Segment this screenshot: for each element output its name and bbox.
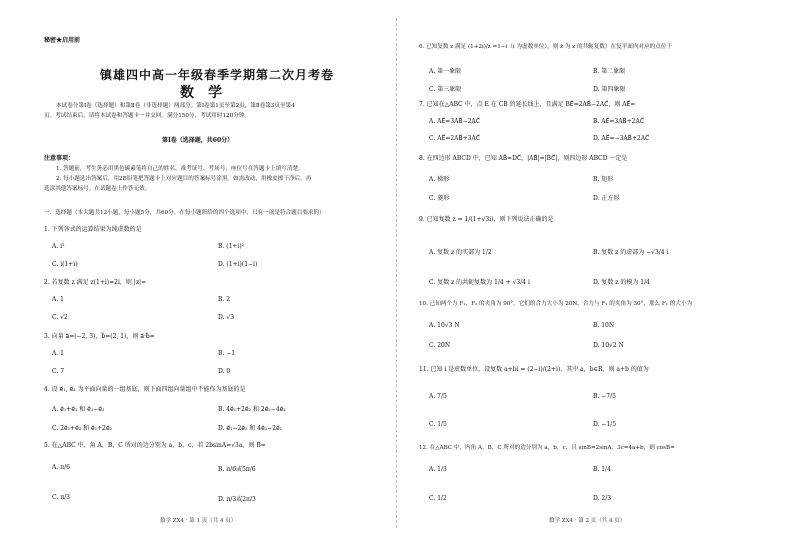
question-8-option-b: B. 矩形 <box>593 176 614 183</box>
question-11-option-a: A. 7/5 <box>429 393 447 400</box>
notes-heading: 注意事项： <box>44 155 75 162</box>
question-1-stem: 1. 下列各式的运算结果为纯虚数的是 <box>44 226 142 233</box>
question-4-stem: 4. 设 e⃗₁, e⃗₂ 为平面向量的一组基底，则下面四组向量组中不能作为基底的是 <box>44 386 246 393</box>
question-11-option-b: B. −7/5 <box>593 393 616 400</box>
question-2-option-a: A. 1 <box>52 296 64 303</box>
question-9-option-d: D. 复数 z 的模为 1/4 <box>593 279 650 286</box>
question-5-option-b: B. π/6或5π/6 <box>218 466 256 473</box>
question-2-option-b: B. 2 <box>218 296 231 303</box>
question-3-option-c: C. 7 <box>52 368 65 375</box>
question-7-stem: 7. 已知在△ABC 中，点 E 在 CB 的延长线上，且满足 BE⃗=2AB⃗−2AC⃗，则 AE⃗= <box>419 101 636 108</box>
question-8-option-d: D. 正方形 <box>593 195 620 202</box>
question-6-stem: 6. 已知复数 z 满足 (1+2i)/z =1−i（i 为虚数单位），则 z̄ 为 z 的共轭复数）在复平面内对应的点位于 <box>419 44 673 50</box>
question-12-stem: 12. 在△ABC 中，内角 A，B，C 所对的边分别为 a，b，c，且 sinB=2sinA，3c=4a+b，则 cosB= <box>419 445 675 451</box>
question-8-option-a: A. 梯形 <box>429 176 450 183</box>
question-11-option-d: D. −1/5 <box>593 421 617 428</box>
question-9-stem: 9. 已知复数 z = 1/(1+√3i)，则下列说法正确的是 <box>419 216 554 223</box>
question-7-option-b: B. AE⃗=3AB⃗+2AC⃗ <box>593 118 645 125</box>
question-10-option-d: D. 10√2 N <box>593 342 624 349</box>
footer-left: 数学 ZX4 · 第 1 页（共 4 页） <box>160 518 237 524</box>
question-8-option-c: C. 菱形 <box>429 195 450 202</box>
question-5-option-d: D. π/3或2π/3 <box>218 496 256 503</box>
question-3-stem: 3. 向量 a⃗=(−2, 3)，b⃗=(2, 1)，则 a⃗·b⃗= <box>44 333 155 340</box>
question-6-option-a: A. 第一象限 <box>429 68 462 75</box>
question-10-option-c: C. 20N <box>429 342 451 349</box>
question-9-option-c: C. 复数 z 的共轭复数为 1/4 + √3/4 i <box>429 279 530 286</box>
question-5-option-c: C. π/3 <box>52 494 70 501</box>
question-6-option-c: C. 第三象限 <box>429 86 462 93</box>
question-7-option-c: C. AE⃗=2AB⃗+3AC⃗ <box>429 135 480 142</box>
question-9-option-a: A. 复数 z 的实部为 1/2 <box>429 249 492 256</box>
note-2: 2. 每小题选出答案后，用2B铅笔把答题卡上对应题目的答案标号涂黑。如需改动，用橡皮擦干净后，再 <box>56 176 312 182</box>
note-3: 选涂其他答案标号。在试题卷上作答无效。 <box>44 186 151 192</box>
section-1-title: 第Ⅰ卷（选择题，共60分） <box>162 137 234 144</box>
question-6-option-b: B. 第二象限 <box>593 68 626 75</box>
footer-right: 数学 ZX4 · 第 2 页（共 4 页） <box>549 518 626 524</box>
question-12-option-d: D. 2/3 <box>593 495 612 502</box>
intro-line-2: 页。考试结束后，请将本试卷和答题卡一并交回。满分150分，考试用时120分钟。 <box>44 113 250 119</box>
question-8-stem: 8. 在四边形 ABCD 中，已知 AB⃗=DC⃗，|AB⃗|=|BC⃗|，则四边形 ABCD 一定是 <box>419 155 628 162</box>
question-3-option-d: D. 0 <box>218 368 231 375</box>
question-1-option-d: D. (1+i)(1−i) <box>218 261 258 268</box>
question-11-stem: 11. 已知 i 是虚数单位，设复数 a+bi = (2−i)/(2+i)，其中 a，b∈R，则 a+b 的值为 <box>419 366 649 373</box>
question-1-option-a: A. i² <box>52 243 65 250</box>
confidential-label: 秘密★启用前 <box>44 37 81 44</box>
question-12-option-c: C. 1/2 <box>429 495 447 502</box>
mc-heading: 一、选择题（本大题共12小题，每小题5分，共60分。在每小题所给的四个选项中，只有一项是符合题目要求的） <box>44 210 325 216</box>
question-10-option-b: B. 10N <box>593 322 615 329</box>
question-2-option-d: D. √3 <box>218 314 235 321</box>
question-10-stem: 10. 已知两个力 F₁，F₂ 的夹角为 90°，它们的合力大小为 20N，合力与 F₁ 的夹角为 30°，那么 F₁ 的大小为 <box>419 301 693 307</box>
note-1: 1. 答题前，考生务必用黑色碳素笔将自己的姓名、准考证号、考场号、座位号在答题卡上填写清楚。 <box>56 166 304 172</box>
question-11-option-c: C. 1/5 <box>429 421 447 428</box>
exam-title: 镇雄四中高一年级春季学期第二次月考卷 <box>100 68 335 82</box>
question-4-option-c: C. 2e⃗₁+e⃗₂ 和 e⃗₁+2e⃗₂ <box>52 425 113 432</box>
question-4-option-a: A. e⃗₁+e⃗₂ 和 e⃗₁−e⃗₂ <box>52 406 105 413</box>
question-4-option-b: B. 4e⃗₁+2e⃗₂ 和 2e⃗₂−4e⃗₁ <box>218 406 286 413</box>
question-10-option-a: A. 10√3 N <box>429 322 460 329</box>
question-3-option-b: B. −1 <box>218 350 236 357</box>
question-12-option-a: A. 1/3 <box>429 466 447 473</box>
subject-title: 数学 <box>180 85 236 101</box>
question-4-option-d: D. e⃗₁−2e⃗₂ 和 4e⃗₂−2e⃗₁ <box>218 425 283 432</box>
question-9-option-b: B. 复数 z 的虚部为 −√3/4 i <box>593 249 669 256</box>
question-1-option-b: B. (1+i)² <box>218 243 245 250</box>
question-5-stem: 5. 在△ABC 中，角 A，B，C 所对的边分别为 a，b，c，若 2bsinA=√3a，则 B= <box>44 442 266 449</box>
intro-line-1: 本试卷分第Ⅰ卷（选择题）和第Ⅱ卷（非选择题）两部分。第Ⅰ卷第1页至第2页，第Ⅱ卷第3页至第4 <box>56 103 295 109</box>
question-12-option-b: B. 1/4 <box>593 466 611 473</box>
question-7-option-a: A. AE⃗=3AB⃗−2AC⃗ <box>429 118 480 125</box>
question-3-option-a: A. 1 <box>52 350 64 357</box>
column-divider <box>396 18 397 528</box>
question-6-option-d: D. 第四象限 <box>593 86 626 93</box>
question-1-option-c: C. i(1+i) <box>52 261 78 268</box>
question-2-stem: 2. 若复数 z 满足 z(1+i)=2i，则 |z|= <box>44 279 147 286</box>
question-7-option-d: D. AE⃗=−3AB⃗+2AC⃗ <box>593 135 650 142</box>
question-5-option-a: A. π/6 <box>52 464 70 471</box>
question-2-option-c: C. √2 <box>52 314 68 321</box>
